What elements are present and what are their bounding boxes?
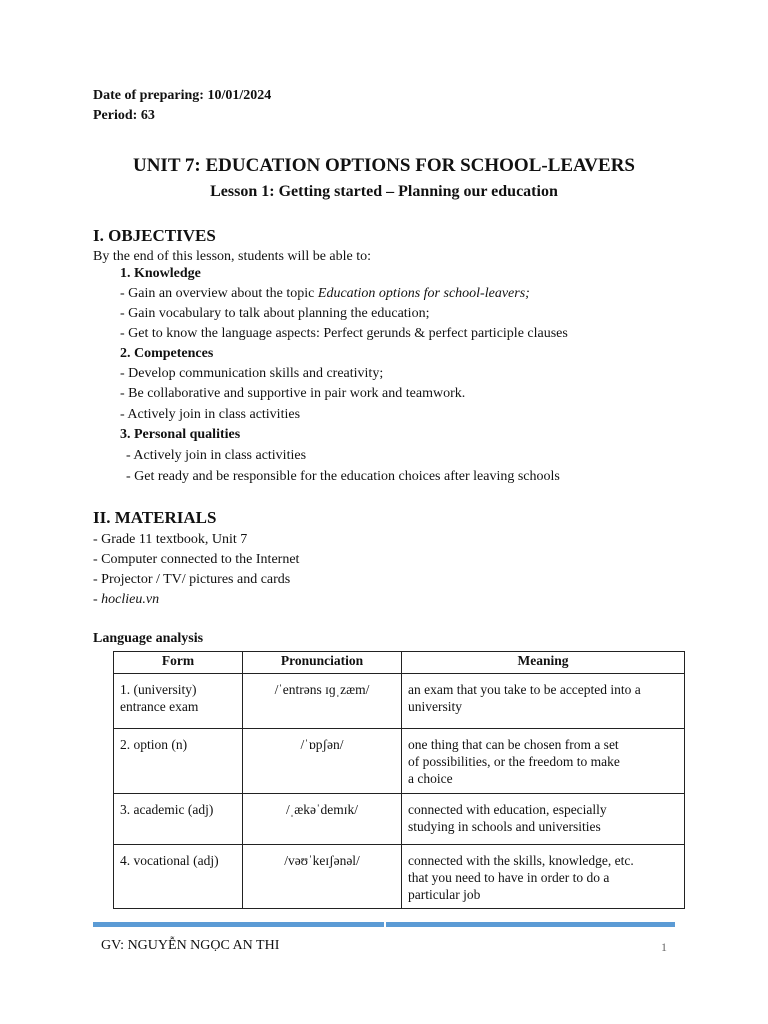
competence-item: - Develop communication skills and creativity; [120, 366, 384, 381]
knowledge-item-3: - Get to know the language aspects: Perfect gerunds & perfect participle clauses [120, 326, 568, 341]
lesson-title: Lesson 1: Getting started – Planning our education [210, 183, 558, 200]
footer-divider-right [386, 922, 675, 927]
table-row [114, 845, 685, 909]
page-number: 1 [661, 940, 667, 954]
materials-heading: II. MATERIALS [93, 508, 217, 527]
cell-form: 1. (university) entrance exam [114, 674, 243, 729]
column-header-meaning: Meaning [402, 652, 685, 674]
date-of-preparing: Date of preparing: 10/01/2024 [93, 88, 272, 103]
cell-form: 2. option (n) [114, 729, 243, 794]
cell-pronunciation: /vəʊˈkeɪʃənəl/ [243, 845, 402, 909]
table-row [114, 794, 685, 845]
competence-item: - Be collaborative and supportive in pair work and teamwork. [120, 386, 466, 401]
cell-pronunciation: /ˈentrəns ɪɡˌzæm/ [243, 674, 402, 729]
cell-meaning: connected with the skills, knowledge, etc. that you need to have in order to do a particular job [402, 845, 685, 909]
language-analysis-heading: Language analysis [93, 631, 204, 646]
knowledge-item-1-text: - Gain an overview about the topic [120, 286, 318, 301]
material-item-dash: - [93, 592, 102, 607]
cell-form: 3. academic (adj) [114, 794, 243, 845]
competences-heading: 2. Competences [120, 346, 214, 361]
knowledge-item-1-topic: Education options for school-leavers; [317, 286, 530, 301]
material-item [93, 592, 159, 608]
period: Period: 63 [93, 108, 155, 123]
objectives-intro: By the end of this lesson, students will be able to: [93, 249, 372, 264]
knowledge-item-1 [120, 286, 530, 302]
unit-title: UNIT 7: EDUCATION OPTIONS FOR SCHOOL-LEAVERS [132, 155, 635, 176]
cell-pronunciation: /ˈɒpʃən/ [243, 729, 402, 794]
knowledge-heading: 1. Knowledge [120, 266, 201, 281]
cell-meaning: an exam that you take to be accepted into a university [402, 674, 685, 729]
cell-form: 4. vocational (adj) [114, 845, 243, 909]
knowledge-item-2: - Gain vocabulary to talk about planning the education; [120, 306, 430, 321]
competence-item: - Actively join in class activities [120, 407, 301, 422]
column-header-pronunciation: Pronunciation [243, 652, 402, 674]
footer-teacher-name: GV: NGUYỄN NGỌC AN THI [101, 938, 280, 953]
cell-meaning: one thing that can be chosen from a set of possibilities, or the freedom to make a choice [402, 729, 685, 794]
objectives-heading: I. OBJECTIVES [93, 226, 216, 245]
material-item-website: hoclieu.vn [101, 592, 160, 607]
cell-meaning: connected with education, especially studying in schools and universities [402, 794, 685, 845]
cell-pronunciation: /ˌækəˈdemɪk/ [243, 794, 402, 845]
footer-divider-left [93, 922, 384, 927]
table-header-row [114, 652, 685, 674]
material-item: - Projector / TV/ pictures and cards [93, 572, 291, 587]
language-analysis-table [113, 651, 685, 909]
personal-quality-item: - Actively join in class activities [126, 448, 307, 463]
material-item: - Computer connected to the Internet [93, 552, 300, 567]
table-row [114, 729, 685, 794]
column-header-form: Form [114, 652, 243, 674]
personal-qualities-heading: 3. Personal qualities [120, 427, 241, 442]
table-row [114, 674, 685, 729]
material-item: - Grade 11 textbook, Unit 7 [93, 532, 248, 547]
personal-quality-item: - Get ready and be responsible for the education choices after leaving schools [126, 469, 560, 484]
